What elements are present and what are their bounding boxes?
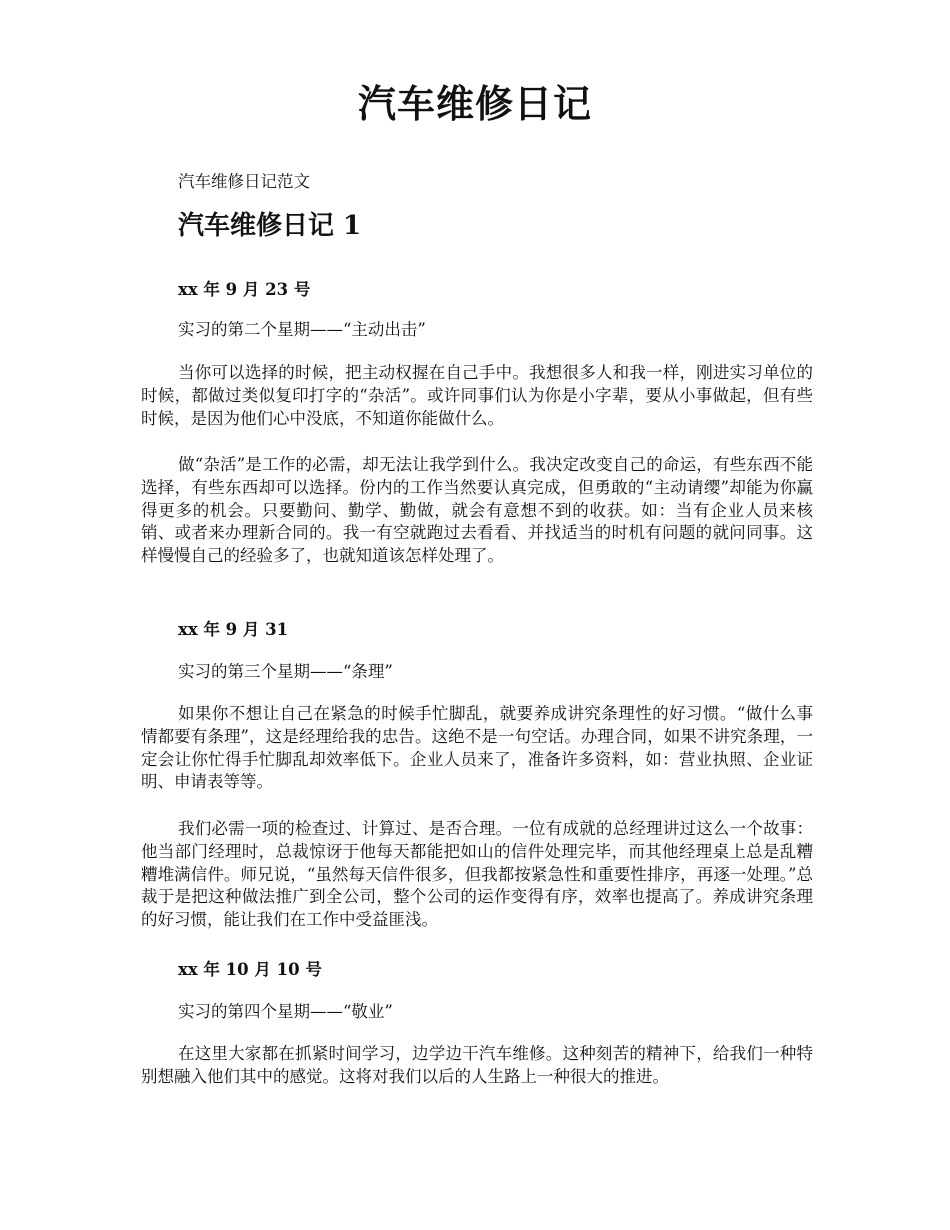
entry-date: xx 年 10 月 10 号	[178, 960, 322, 979]
entry-paragraph: 我们必需一项的检查过、计算过、是否合理。一位有成就的总经理讲过这么一个故事：他当部门经理时，总裁惊讶于他每天都能把如山的信件处理完毕，而其他经理桌上总是乱糟糟堆满信件。师兄说，“虽然每天信件很多，但我都按紧急性和重要性排序，再逐一处理。”总裁于是把这种做法推广到全公司，整个公司的运作变得有序，效率也提高了。养成讲究条理的好习惯，能让我们在工作中受益匪浅。	[141, 819, 813, 930]
entry-paragraph: 当你可以选择的时候，把主动权握在自己手中。我想很多人和我一样，刚进实习单位的时候，都做过类似复印打字的“杂活”。或许同事们认为你是小字辈，要从小事做起，但有些时候，是因为他们心中没底，不知道你能做什么。	[141, 363, 813, 428]
entry-week-heading: 实习的第四个星期——“敬业”	[178, 1002, 393, 1021]
document-title: 汽车维修日记	[357, 81, 592, 126]
section-heading: 汽车维修日记 1	[178, 211, 362, 241]
entry-week-heading: 实习的第三个星期——“条理”	[178, 662, 393, 681]
document-subtitle: 汽车维修日记范文	[178, 172, 310, 191]
entry-date: xx 年 9 月 31	[178, 620, 289, 639]
entry-paragraph: 如果你不想让自己在紧急的时候手忙脚乱，就要养成讲究条理性的好习惯。“做什么事情都要有条理”，这是经理给我的忠告。这绝不是一句空话。办理合同，如果不讲究条理，一定会让你忙得手忙脚乱却效率低下。企业人员来了，准备许多资料，如：营业执照、企业证明、申请表等等。	[141, 704, 813, 792]
entry-date: xx 年 9 月 23 号	[178, 280, 311, 299]
entry-week-heading: 实习的第二个星期——“主动出击”	[178, 320, 426, 339]
entry-paragraph: 在这里大家都在抓紧时间学习，边学边干汽车维修。这种刻苦的精神下，给我们一种特别想融入他们其中的感觉。这将对我们以后的人生路上一种很大的推进。	[141, 1044, 813, 1086]
entry-paragraph: 做“杂活”是工作的必需，却无法让我学到什么。我决定改变自己的命运，有些东西不能选择，有些东西却可以选择。份内的工作当然要认真完成，但勇敢的“主动请缨”却能为你赢得更多的机会。只要勤问、勤学、勤做，就会有意想不到的收获。如：当有企业人员来核销、或者来办理新合同的。我一有空就跑过去看看、并找适当的时机有问题的就问同事。这样慢慢自己的经验多了，也就知道该怎样处理了。	[141, 455, 813, 566]
